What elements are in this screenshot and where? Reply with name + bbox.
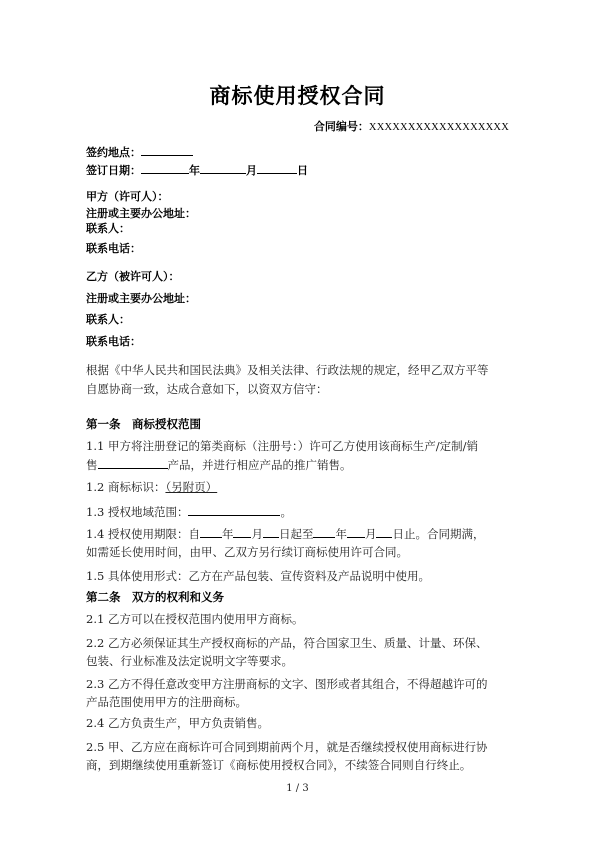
clause-2-4: 2.4 乙方负责生产，甲方负责销售。 — [86, 716, 269, 730]
party-a-title: 甲方（许可人）： — [86, 190, 169, 203]
clause-1-1-text-b: 产品，并进行相应产品的推广销售。 — [167, 458, 352, 472]
term-start-month-label: 月 — [251, 527, 263, 541]
clause-1-5: 1.5 具体使用形式：乙方在产品包装、宣传资料及产品说明中使用。 — [86, 569, 430, 583]
sign-date-line — [86, 161, 308, 178]
clause-2-3-line-2: 产品范围使用甲方的注册商标。 — [86, 695, 247, 709]
sign-year-label: 年 — [189, 164, 200, 177]
term-end-day-blank — [376, 525, 392, 538]
clause-1-4-line-2: 如需延长使用时间，由甲、乙双方另行续订商标使用许可合同。 — [86, 545, 408, 559]
party-b-title: 乙方（被许可人）： — [86, 270, 180, 283]
page-number: 1 / 3 — [286, 783, 309, 794]
party-b-contact: 联系人： — [86, 313, 130, 326]
clause-2-2-line-2: 包装、行业标准及法定说明文字等要求。 — [86, 654, 293, 668]
article-2-heading: 第二条 双方的权利和义务 — [86, 590, 224, 604]
clause-2-2-line-1: 2.2 乙方必须保证其生产授权商标的产品，符合国家卫生、质量、计量、环保、 — [86, 636, 488, 650]
term-start-year-label: 年 — [221, 527, 234, 541]
preamble-line-1: 根据《中华人民共和国民法典》及相关法律、行政法规的规定，经甲乙双方平等 — [86, 363, 489, 377]
clause-2-5-line-2: 商，到期继续使用重新签订《商标使用授权合同》，不续签合同则自行终止。 — [86, 758, 472, 772]
contract-number-value: XXXXXXXXXXXXXXXXXX — [368, 122, 509, 133]
party-a-contact: 联系人： — [86, 222, 130, 235]
sign-place-blank — [141, 143, 193, 156]
sign-month-blank — [200, 161, 246, 174]
document-title: 商标使用授权合同 — [209, 84, 386, 108]
sign-month-label: 月 — [246, 164, 257, 177]
party-b-phone: 联系电话： — [86, 335, 141, 348]
clause-2-3-line-1: 2.3 乙方不得任意改变甲方注册商标的文字、图形或者其组合，不得超越许可的 — [86, 677, 488, 691]
term-end-year-label: 年 — [335, 527, 347, 541]
clause-1-3 — [86, 503, 292, 520]
term-from-label: 日起至 — [278, 527, 314, 541]
preamble-line-2: 自愿协商一致，达成合意如下，以资双方信守： — [86, 382, 328, 396]
clause-1-3-end: 。 — [280, 505, 292, 519]
territory-blank — [188, 503, 280, 516]
clause-1-4-line-1 — [86, 525, 484, 542]
term-start-day-blank — [263, 525, 279, 538]
sign-day-label: 日 — [297, 164, 308, 177]
sign-day-blank — [257, 161, 297, 174]
party-a-address: 注册或主要办公地址： — [86, 207, 196, 220]
sign-date-label: 签订日期： — [86, 164, 141, 177]
trademark-appendix-link: （另附页） — [165, 480, 218, 494]
party-a-phone: 联系电话： — [86, 242, 141, 255]
sign-place-label: 签约地点： — [86, 146, 141, 159]
contract-number — [314, 118, 509, 134]
contract-number-label: 合同编号： — [313, 120, 369, 133]
term-start-month-blank — [233, 525, 251, 538]
sign-year-blank — [141, 161, 189, 174]
party-b-address: 注册或主要办公地址： — [86, 292, 196, 305]
clause-1-1-line-2 — [86, 456, 352, 473]
term-end-month-label: 月 — [364, 527, 377, 541]
article-1-heading: 第一条 商标授权范围 — [86, 417, 201, 431]
clause-2-5-line-1: 2.5 甲、乙方应在商标许可合同到期前两个月，就是否继续授权使用商标进行协 — [86, 740, 488, 754]
clause-1-2 — [86, 479, 217, 495]
term-end-label: 日止。合同期满， — [392, 527, 485, 541]
clause-1-2-label: 1.2 商标标识： — [86, 480, 166, 494]
term-end-year-blank — [313, 525, 335, 538]
term-start-year-blank — [200, 525, 222, 538]
clause-1-1-text-a: 售 — [86, 458, 98, 472]
clause-1-1-line-1: 1.1 甲方将注册登记的第类商标（注册号：）许可乙方使用该商标生产/定制/销 — [86, 439, 478, 453]
term-end-month-blank — [347, 525, 365, 538]
product-blank — [98, 456, 168, 469]
clause-2-1: 2.1 乙方可以在授权范围内使用甲方商标。 — [86, 612, 304, 626]
clause-1-4-text-a: 1.4 授权使用期限：自 — [86, 527, 200, 541]
clause-1-3-label: 1.3 授权地域范围： — [86, 505, 189, 519]
sign-place-line — [86, 143, 193, 160]
